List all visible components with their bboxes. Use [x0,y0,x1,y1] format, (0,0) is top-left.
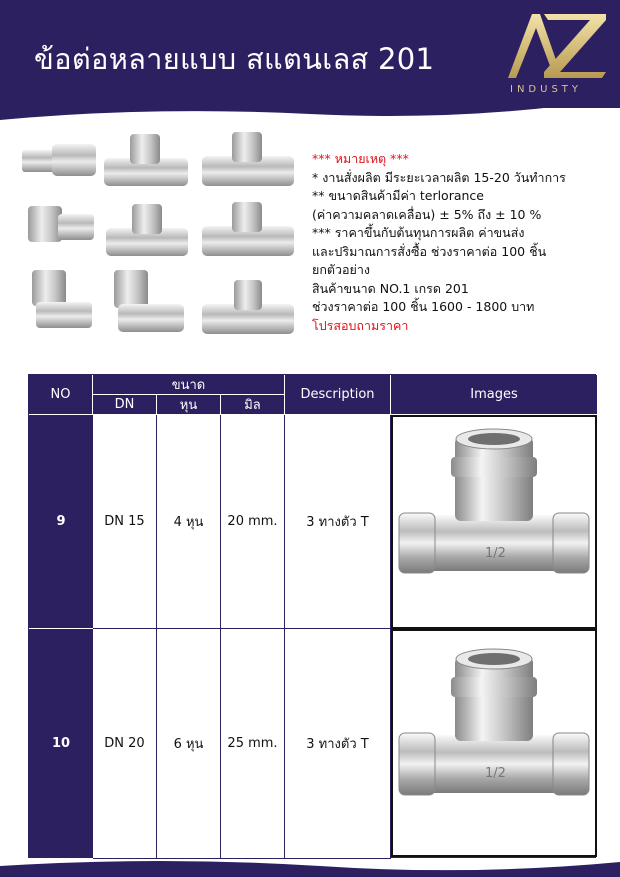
socket-fitting-icon [28,206,94,242]
elbow-fitting-icon [114,270,184,332]
header-dn: DN [93,395,157,415]
notes-panel [312,150,612,335]
header-hun: หุน [157,395,221,415]
header-size: ขนาด [93,375,285,395]
tee-fitting-icon [104,134,188,186]
fitting-stamp: 1/2 [485,546,506,561]
fitting-stamp: 1/2 [485,766,506,781]
row-dn: DN 15 [93,415,157,629]
row-image [391,415,597,629]
tee-fitting-icon [106,204,188,256]
row-description: 3 ทางตัว T [285,415,391,629]
row-no: 10 [29,629,93,859]
notes-line: สินค้าขนาด NO.1 เกรด 201 [312,280,469,296]
logo-wordmark: INDUSTY [510,84,583,95]
notes-line: ** ขนาดสินค้ามีค่า terlorance [312,188,484,203]
tee-fitting-icon [202,202,294,256]
notes-line: * งานสั่งผลิต มีระยะเวลาผลิต 15-20 วันทำการ [312,169,566,185]
notes-line: *** ราคาขึ้นกับต้นทุนการผลิต ค่าขนส่ง [312,225,525,240]
row-no: 9 [29,415,93,629]
header-images: Images [391,375,597,415]
row-mil: 25 mm. [221,629,285,859]
elbow-fitting-icon [32,270,92,328]
product-photo-grid [18,128,308,353]
notes-line: (ค่าความคลาดเคลื่อน) ± 5% ถึง ± 10 % [312,206,542,222]
row-dn: DN 20 [93,629,157,859]
coupling-fitting-icon [22,144,96,176]
row-hun: 4 หุน [157,415,221,629]
row-hun: 6 หุน [157,629,221,859]
page-title: ข้อต่อหลายแบบ สแตนเลส 201 [34,42,435,76]
header-no: NO [29,375,93,415]
stainless-tee-fitting-icon [393,417,595,627]
notes-line: ยกตัวอย่าง [312,262,370,277]
row-mil: 20 mm. [221,415,285,629]
tee-fitting-icon [202,280,294,334]
notes-line: ช่วงราคาต่อ 100 ชิ้น 1600 - 1800 บาท [312,299,535,314]
footer-wave-decoration [0,858,620,877]
row-image [391,629,597,857]
row-description: 3 ทางตัว T [285,629,391,859]
header-mil: มิล [221,395,285,415]
az-industy-logo [498,8,614,98]
tee-fitting-icon [202,132,294,186]
contact-note: โปรสอบถามราคา [312,317,409,333]
product-spec-table [28,374,596,858]
notes-heading: *** หมายเหตุ *** [312,151,409,166]
header-description: Description [285,375,391,415]
notes-line: และปริมาณการสั่งซื้อ ช่วงราคาต่อ 100 ชิ้น [312,243,547,259]
stainless-tee-fitting-icon [393,631,595,855]
az-logo-mark-icon [498,8,614,84]
